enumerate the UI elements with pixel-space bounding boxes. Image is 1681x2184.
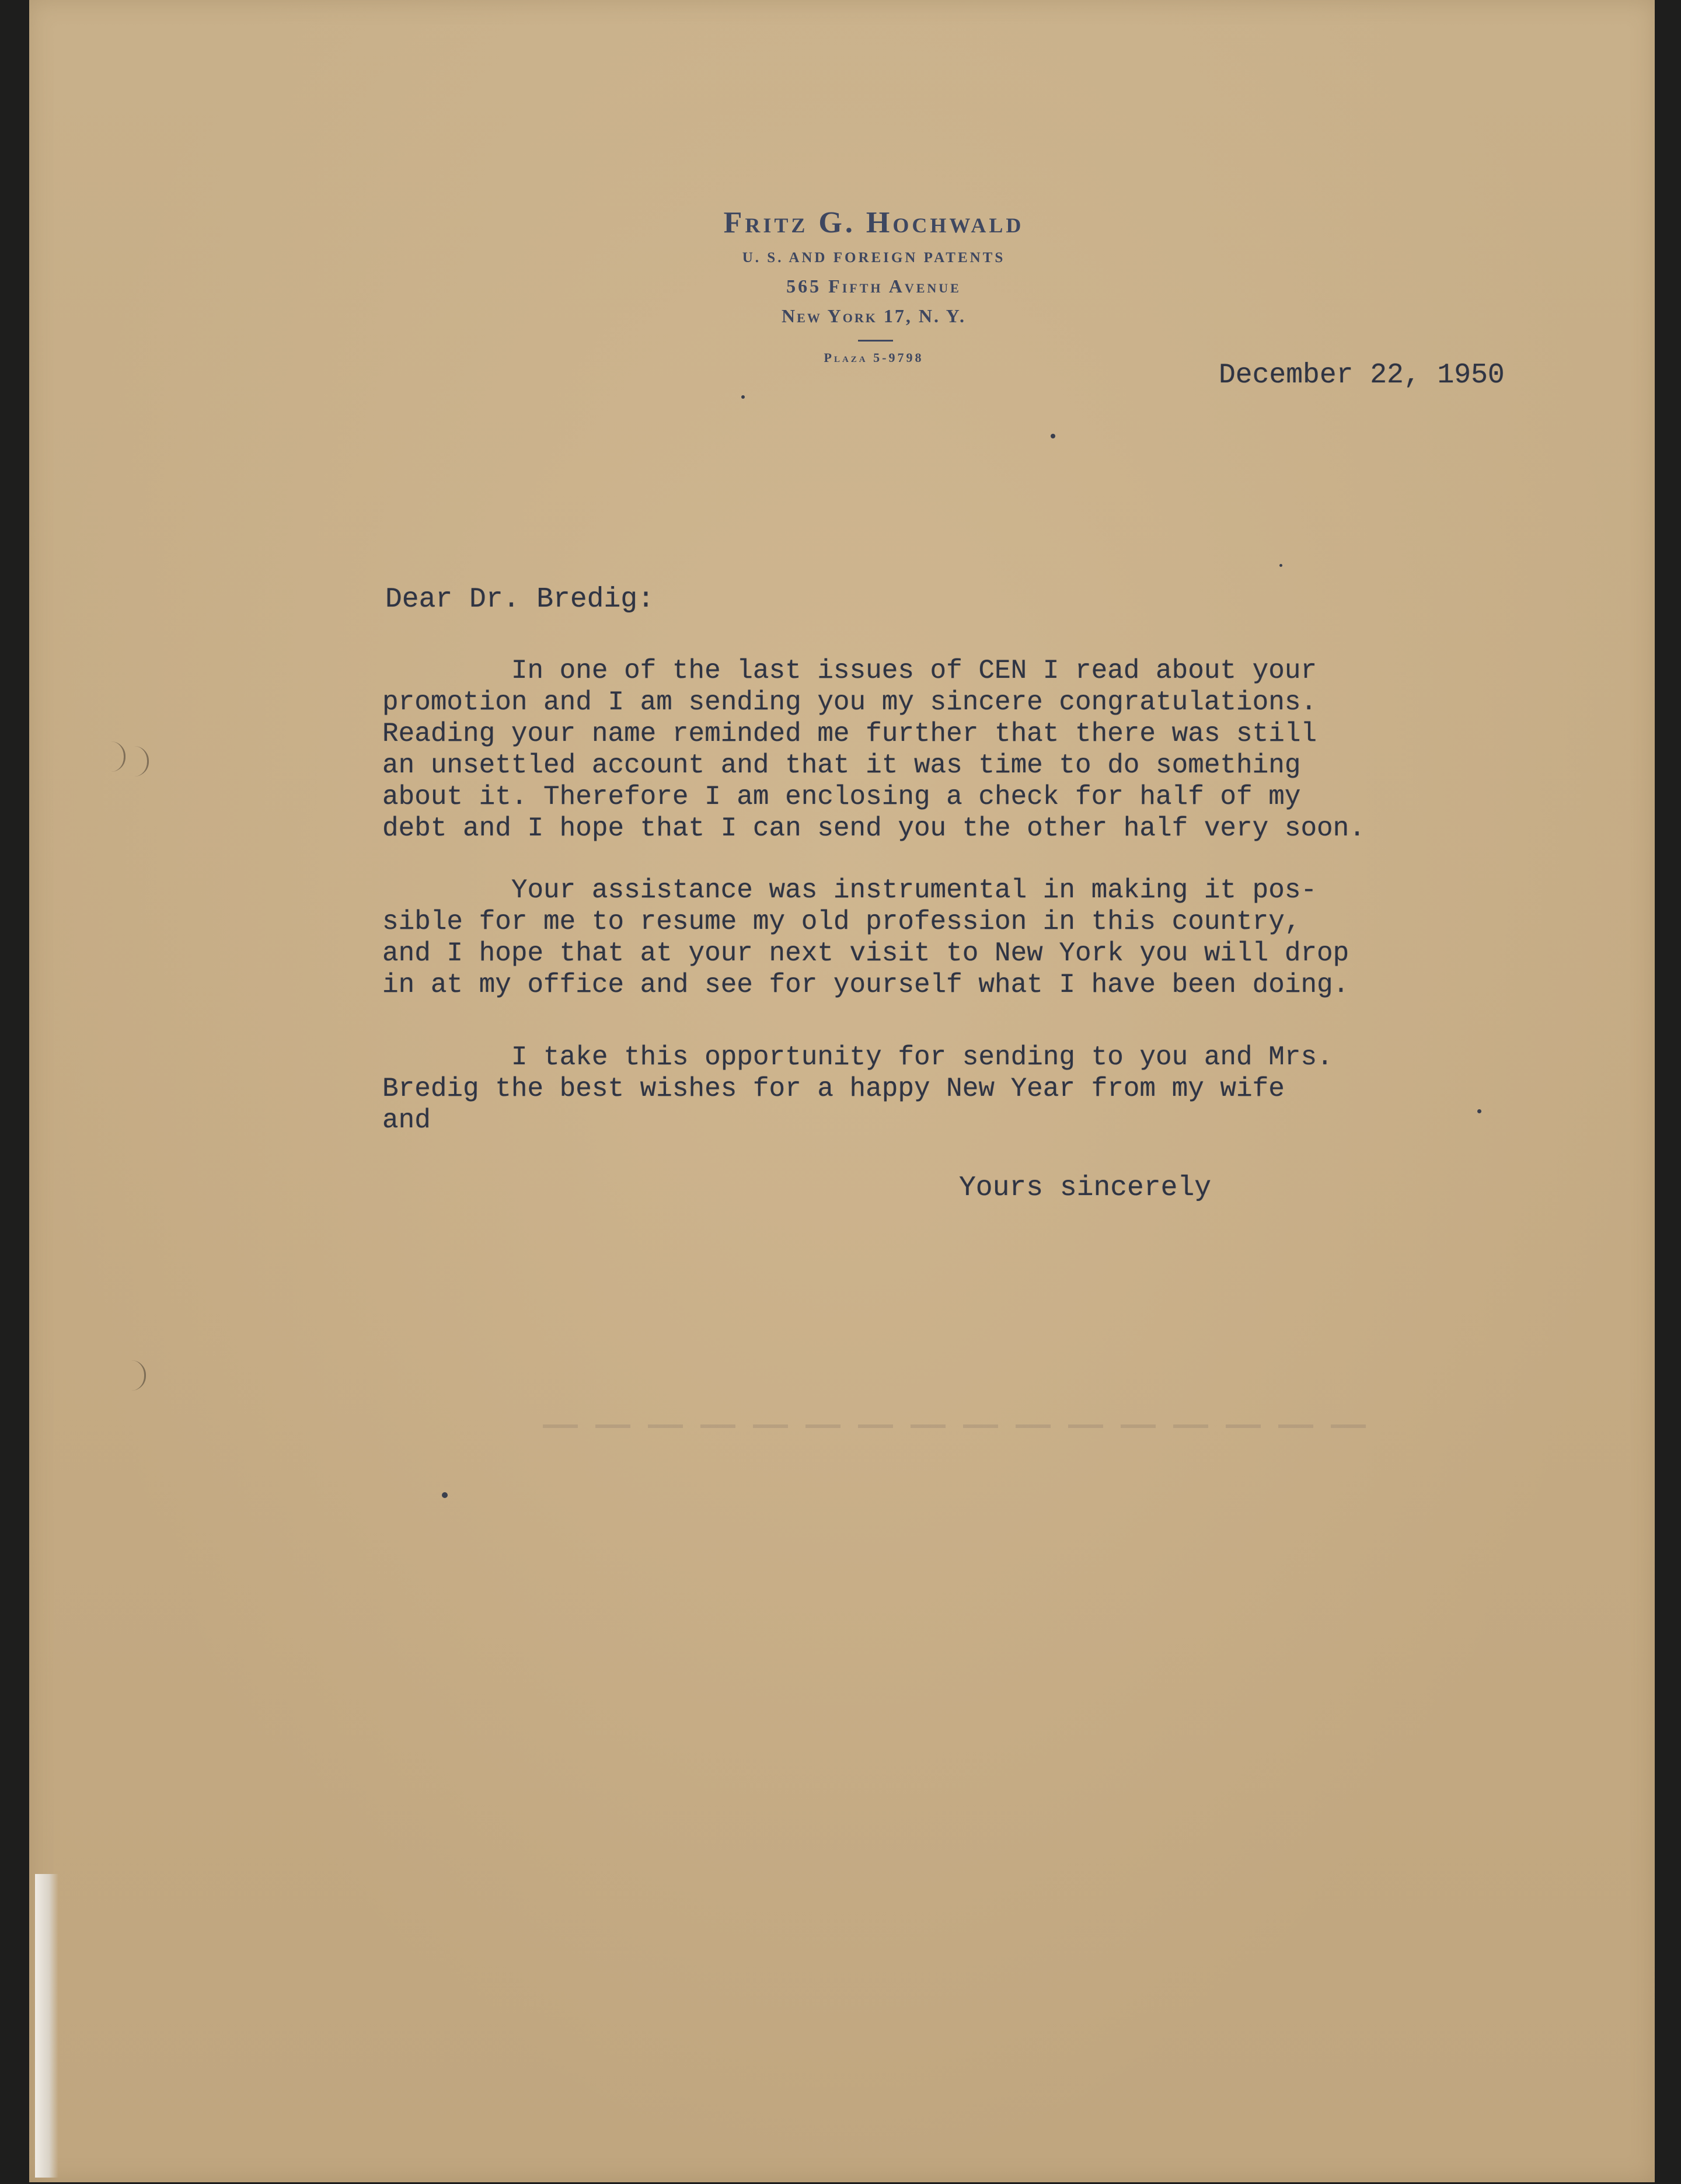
letter-closing: Yours sincerely	[959, 1172, 1212, 1204]
ink-speck	[741, 395, 745, 399]
paragraph-2-line: and I hope that at your next visit to New York you will drop	[382, 938, 1349, 969]
letterhead-name: Fritz G. Hochwald	[723, 206, 1024, 239]
letterhead-street: 565 Fifth Avenue	[786, 276, 961, 297]
letter-date: December 22, 1950	[1219, 360, 1505, 391]
paragraph-1-line: debt and I hope that I can send you the other half very soon.	[382, 813, 1365, 844]
ink-speck	[1279, 564, 1282, 567]
paragraph-1-line: an unsettled account and that it was time to do something	[382, 750, 1301, 781]
letter-salutation: Dear Dr. Bredig:	[385, 584, 654, 615]
ink-speck	[442, 1492, 448, 1498]
paragraph-2-line: in at my office and see for yourself what I have been doing.	[382, 970, 1349, 1000]
paragraph-1-line: In one of the last issues of CEN I read about your	[382, 656, 1317, 686]
paragraph-2-line: sible for me to resume my old profession in this country,	[382, 907, 1301, 937]
paragraph-3-line: and	[382, 1105, 431, 1135]
paper-torn-edge	[35, 1874, 58, 2178]
letterhead-city: New York 17, N. Y.	[782, 305, 966, 326]
ink-speck	[1477, 1109, 1481, 1113]
letterhead-subtitle: U. S. AND FOREIGN PATENTS	[742, 250, 1006, 266]
paragraph-3-line: Bredig the best wishes for a happy New Year from my wife	[382, 1074, 1285, 1104]
paragraph-1-line: about it. Therefore I am enclosing a check for half of my	[382, 782, 1301, 812]
letterhead-phone: Plaza 5-9798	[824, 350, 924, 365]
paragraph-2	[382, 875, 1349, 1001]
ink-speck	[1051, 434, 1055, 438]
paragraph-2-line: Your assistance was instrumental in making it pos-	[382, 875, 1317, 905]
faded-type-line	[543, 1424, 1377, 1428]
paragraph-3-line: I take this opportunity for sending to you and Mrs.	[382, 1042, 1333, 1072]
paragraph-3	[382, 1042, 1333, 1136]
paragraph-1	[382, 655, 1365, 844]
letterhead-divider	[858, 340, 893, 342]
paragraph-1-line: Reading your name reminded me further that there was still	[382, 719, 1317, 749]
paragraph-1-line: promotion and I am sending you my sincere congratulations.	[382, 687, 1317, 717]
